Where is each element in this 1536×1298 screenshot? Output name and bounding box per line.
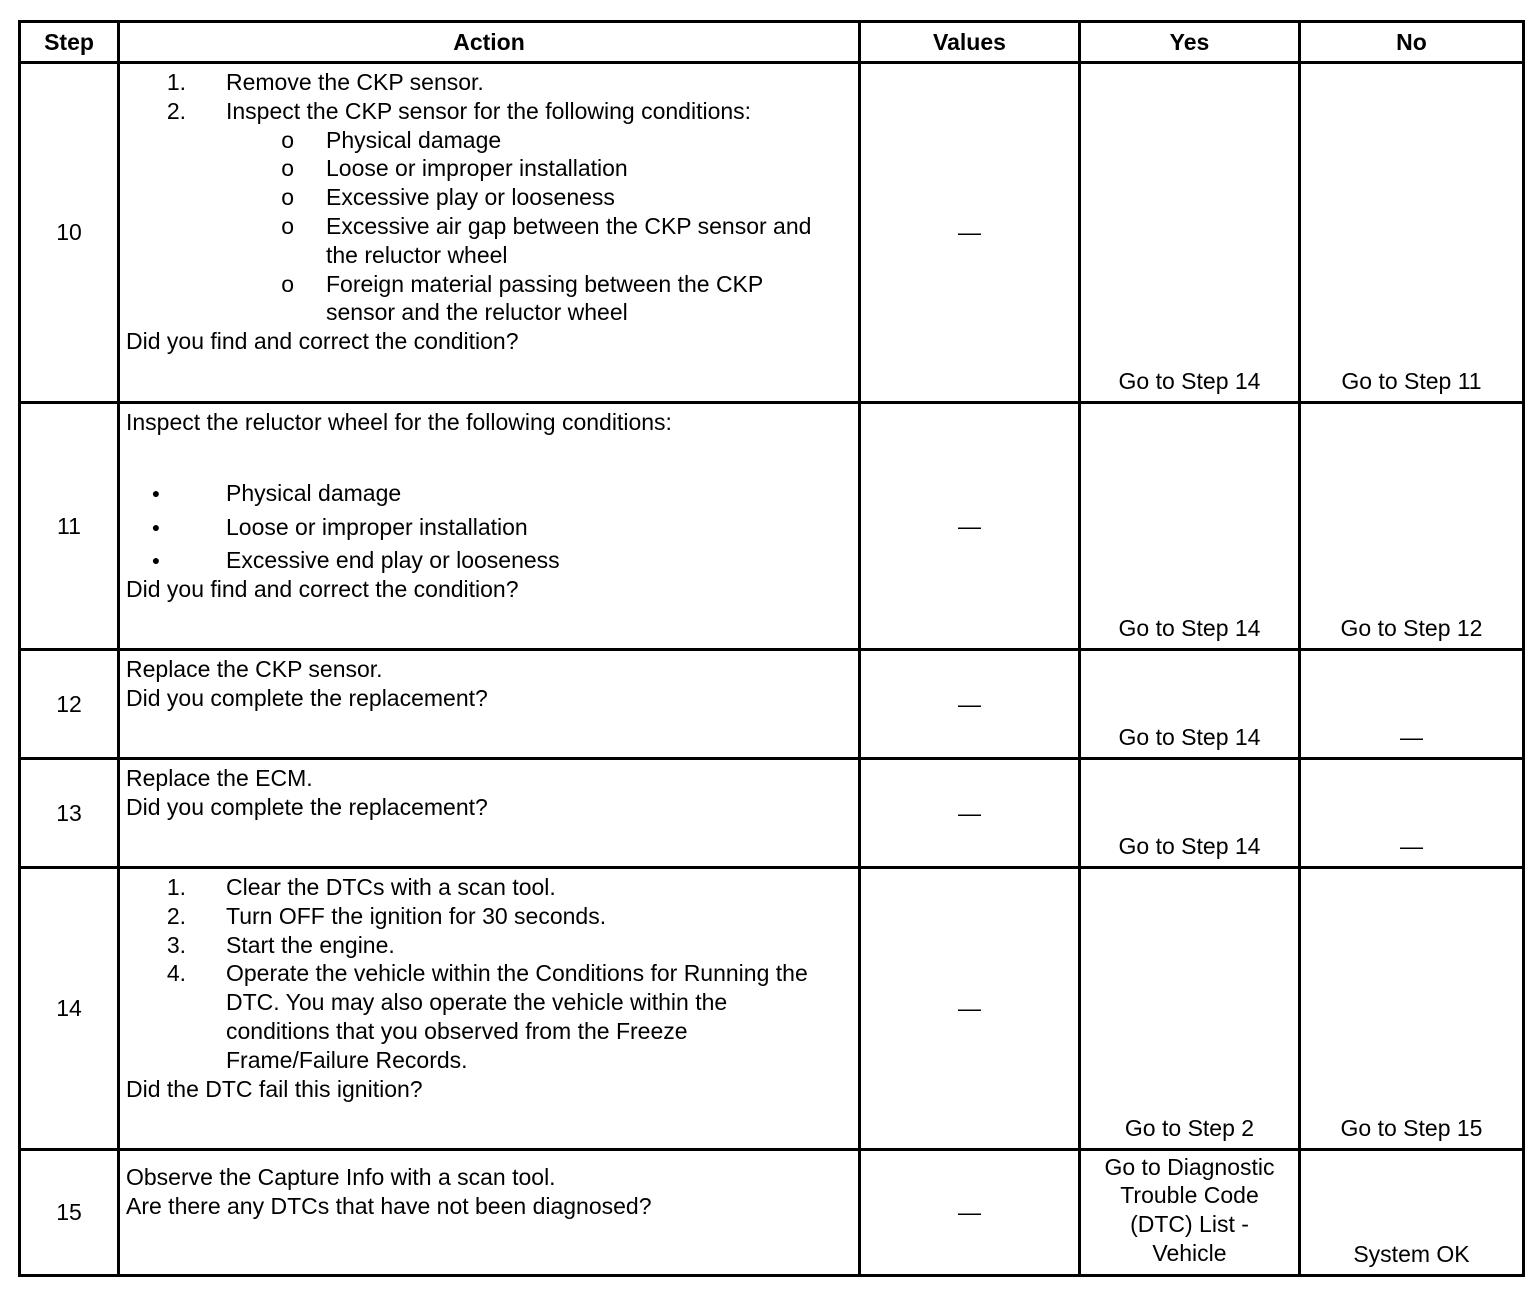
table-row (20, 1150, 1524, 1276)
header-row (20, 22, 1524, 63)
values-cell (860, 868, 1080, 1150)
numbered-item: 3. Start the engine. (166, 931, 395, 958)
yes-cell: Go to Step 14 (1080, 650, 1300, 759)
table-row (20, 868, 1524, 1150)
em-dash: — (958, 995, 981, 1021)
header-no: No (1300, 22, 1524, 63)
bullet-item: ● Excessive end play or looseness (151, 546, 560, 573)
numbered-item: 4. Operate the vehicle within the Conditions for Running the DTC. You may also operate the vehicle within the conditions that you observed from the Freeze Frame/Failure Records. (166, 960, 808, 1073)
header-yes: Yes (1080, 22, 1300, 63)
question: Did you find and correct the condition? (126, 328, 519, 355)
table-row (20, 759, 1524, 868)
intro-text: Replace the CKP sensor. (126, 656, 383, 682)
values-cell (860, 63, 1080, 403)
question: Did the DTC fail this ignition? (126, 1075, 423, 1102)
action-cell (119, 403, 860, 650)
action-cell (119, 63, 860, 403)
step-number: 13 (20, 759, 119, 868)
yes-cell: Go to Diagnostic Trouble Code (DTC) List - Vehicle (1080, 1150, 1300, 1276)
bullet-item: ● Loose or improper installation (151, 513, 528, 540)
numbered-item: 1. Remove the CKP sensor. (166, 69, 484, 95)
header-values: Values (860, 22, 1080, 63)
action-cell (119, 650, 860, 759)
sub-item: o Physical damage (281, 126, 502, 153)
yes-cell: Go to Step 2 (1080, 868, 1300, 1150)
em-dash: — (958, 512, 981, 539)
no-cell: — (1300, 759, 1524, 868)
no-cell: Go to Step 12 (1300, 403, 1524, 650)
yes-cell: Go to Step 14 (1080, 403, 1300, 650)
question: Did you complete the replacement? (126, 793, 488, 820)
step-number: 15 (20, 1150, 119, 1276)
em-dash: — (958, 219, 981, 245)
sub-item: o Excessive play or looseness (281, 184, 615, 211)
values-cell (860, 403, 1080, 650)
em-dash: — (958, 799, 981, 826)
intro-text: Observe the Capture Info with a scan tool. (126, 1164, 556, 1190)
action-cell (119, 759, 860, 868)
table-row (20, 403, 1524, 650)
table-row (20, 63, 1524, 403)
step-number: 11 (20, 403, 119, 650)
numbered-item: 2. Turn OFF the ignition for 30 seconds. (166, 902, 607, 929)
yes-cell: Go to Step 14 (1080, 63, 1300, 403)
sub-item: o Foreign material passing between the CKP sensor and the reluctor wheel (281, 270, 763, 326)
step-number: 12 (20, 650, 119, 759)
table-row (20, 650, 1524, 759)
no-cell: System OK (1300, 1150, 1524, 1276)
numbered-item: 2. Inspect the CKP sensor for the following conditions: (166, 97, 752, 124)
intro-text: Replace the ECM. (126, 765, 313, 791)
sub-item: o Loose or improper installation (281, 155, 628, 182)
diagnostic-table (18, 20, 1525, 1277)
em-dash: — (958, 1199, 981, 1225)
action-cell (119, 868, 860, 1150)
step-number: 10 (20, 63, 119, 403)
intro-text: Inspect the reluctor wheel for the following conditions: (126, 409, 672, 435)
no-cell: Go to Step 15 (1300, 868, 1524, 1150)
no-cell: — (1300, 650, 1524, 759)
values-cell (860, 1150, 1080, 1276)
action-cell (119, 1150, 860, 1276)
yes-cell: Go to Step 14 (1080, 759, 1300, 868)
question: Did you complete the replacement? (126, 684, 488, 711)
em-dash: — (958, 690, 981, 717)
bullet-item: ● Physical damage (151, 480, 402, 507)
values-cell (860, 759, 1080, 868)
question: Did you find and correct the condition? (126, 575, 519, 602)
question: Are there any DTCs that have not been diagnosed? (126, 1192, 652, 1219)
no-cell: Go to Step 11 (1300, 63, 1524, 403)
sub-item: o Excessive air gap between the CKP sensor and the reluctor wheel (281, 212, 812, 268)
step-number: 14 (20, 868, 119, 1150)
values-cell (860, 650, 1080, 759)
header-step: Step (20, 22, 119, 63)
numbered-item: 1. Clear the DTCs with a scan tool. (166, 874, 556, 900)
header-action: Action (119, 22, 860, 63)
